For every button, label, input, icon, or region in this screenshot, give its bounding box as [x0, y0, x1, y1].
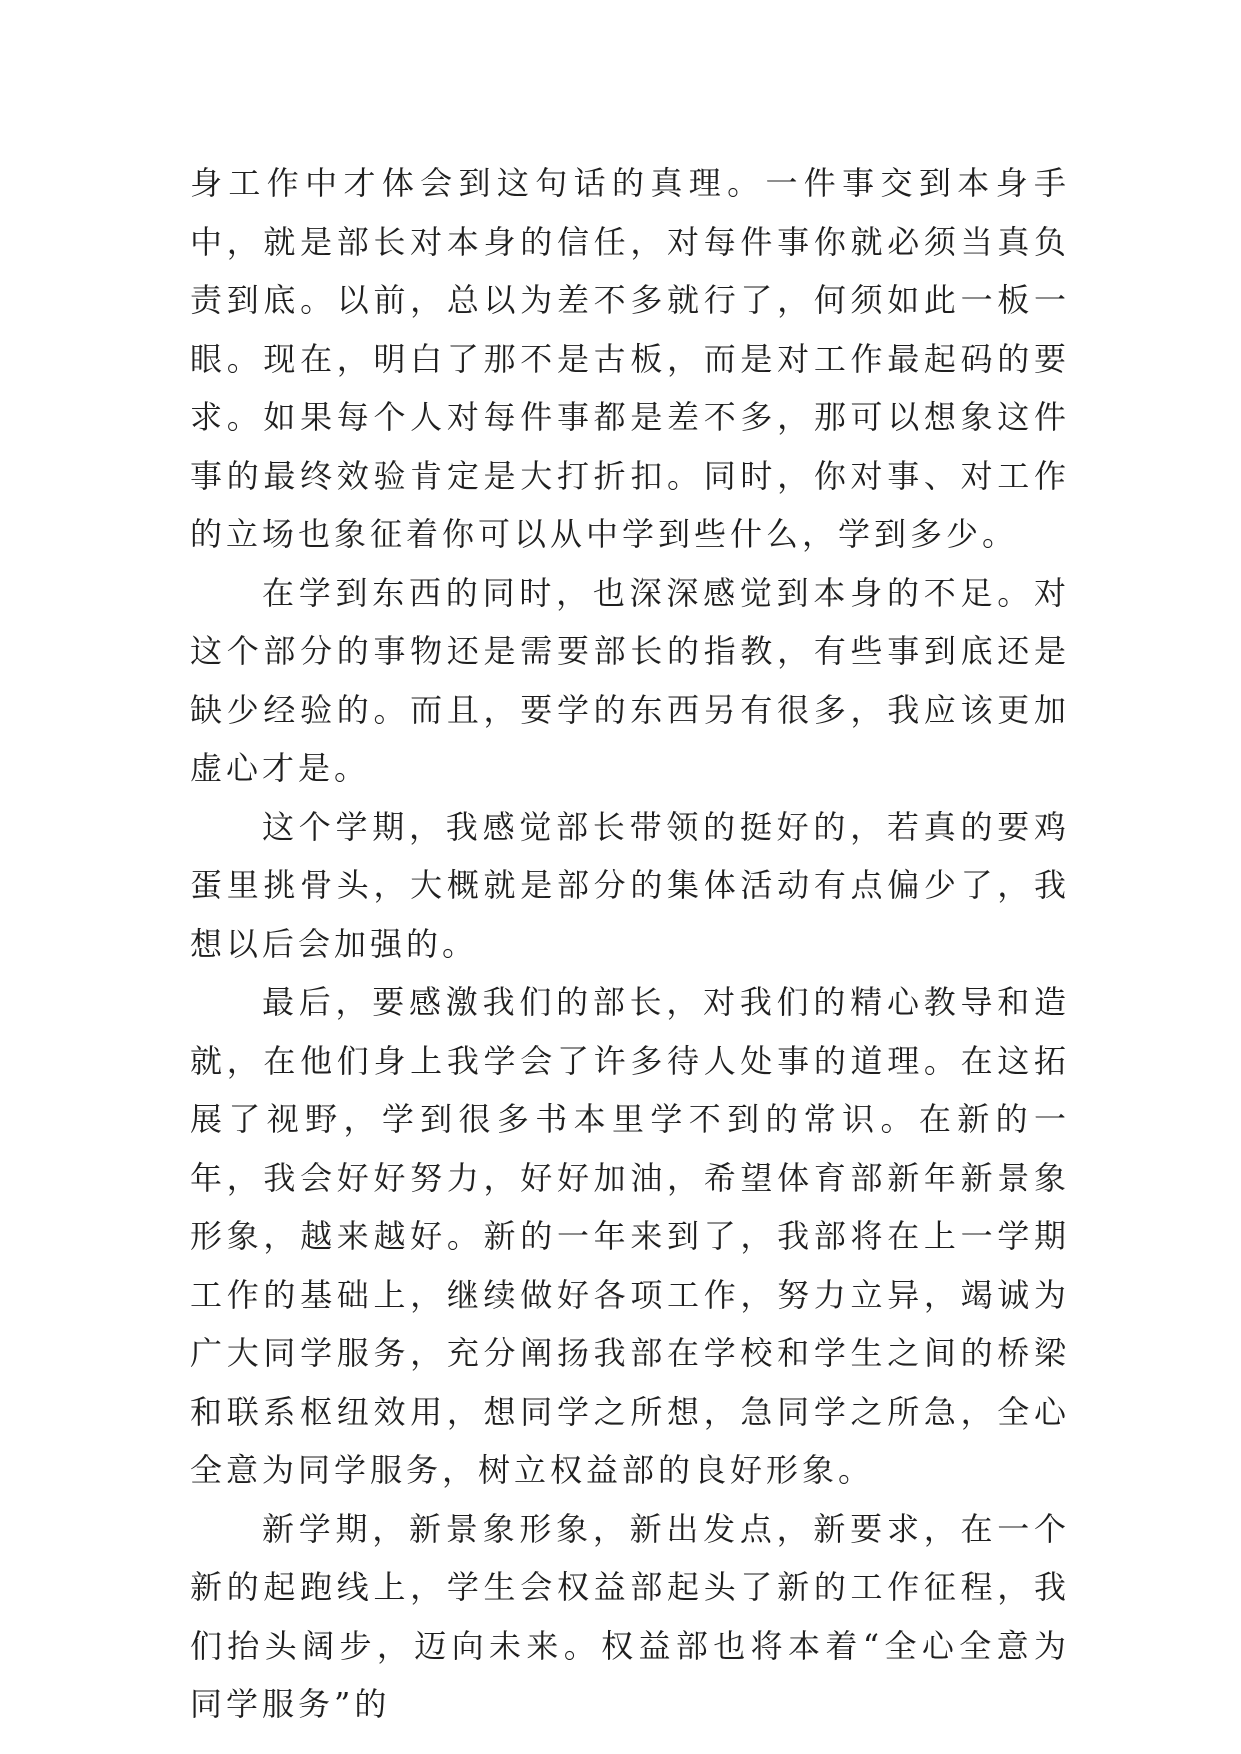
paragraph: 这个学期，我感觉部长带领的挺好的，若真的要鸡蛋里挑骨头，大概就是部分的集体活动有点偏少了，我想以后会加强的。 — [190, 807, 1070, 963]
paragraph: 在学到东西的同时，也深深感觉到本身的不足。对这个部分的事物还是需要部长的指教，有些事到底还是缺少经验的。而且，要学的东西另有很多，我应该更加虚心才是。 — [190, 573, 1070, 787]
paragraph-continuation: 身工作中才体会到这句话的真理。一件事交到本身手中，就是部长对本身的信任，对每件事你就必须当真负责到底。以前，总以为差不多就行了，何须如此一板一眼。现在，明白了那不是古板，而是对工作最起码的要求。如果每个人对每件事都是差不多，那可以想象这件事的最终效验肯定是大打折扣。同时，你对事、对工作的立场也象征着你可以从中学到些什么，学到多少。 — [190, 164, 1070, 553]
paragraph: 新学期，新景象形象，新出发点，新要求，在一个新的起跑线上，学生会权益部起头了新的工作征程，我们抬头阔步，迈向未来。权益部也将本着“全心全意为同学服务”的 — [190, 1509, 1070, 1723]
body-text — [190, 154, 1070, 1734]
paragraph: 最后，要感激我们的部长，对我们的精心教导和造就，在他们身上我学会了许多待人处事的道理。在这拓展了视野，学到很多书本里学不到的常识。在新的一年，我会好好努力，好好加油，希望体育部新年新景象形象，越来越好。新的一年来到了，我部将在上一学期工作的基础上，继续做好各项工作，努力立异，竭诚为广大同学服务，充分阐扬我部在学校和学生之间的桥梁和联系枢纽效用，想同学之所想，急同学之所急，全心全意为同学服务，树立权益部的良好形象。 — [190, 983, 1070, 1489]
